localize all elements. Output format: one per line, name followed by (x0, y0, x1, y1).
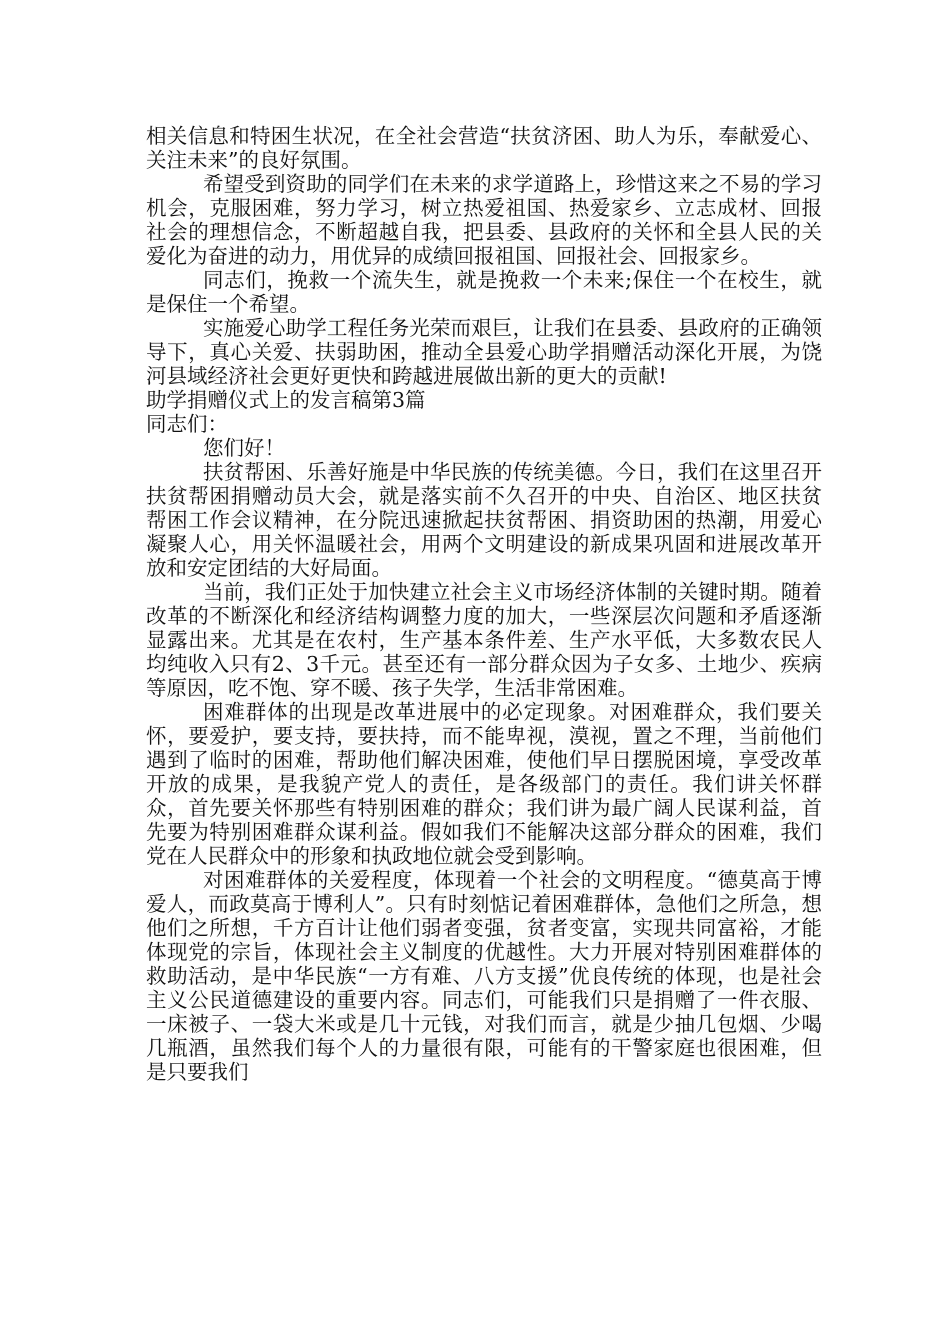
body-paragraph: 扶贫帮困、乐善好施是中华民族的传统美德。今日，我们在这里召开扶贫帮困捐赠动员大会，就是落实前不久召开的中央、自治区、地区扶贫帮困工作会议精神，在分院迅速掀起扶贫帮困、捐资助困的热潮，用爱心凝聚人心，用关怀温暖社会，用两个文明建设的新成果巩固和进展改革开放和安定团结的大好局面。 (146, 460, 822, 580)
body-paragraph: 当前，我们正处于加快建立社会主义市场经济体制的关键时期。随着改革的不断深化和经济结构调整力度的加大，一些深层次问题和矛盾逐渐显露出来。尤其是在农村，生产基本条件差、生产水平低，大多数农民人均纯收入只有2、3千元。甚至还有一部分群众因为子女多、土地少、疾病等原因，吃不饱、穿不暖、孩子失学，生活非常困难。 (146, 580, 822, 700)
body-paragraph: 对困难群体的关爱程度，体现着一个社会的文明程度。“德莫高于博爱人，而政莫高于博利人”。只有时刻惦记着困难群体，急他们之所急，想他们之所想，千方百计让他们弱者变强，贫者变富，实现共同富裕，才能体现党的宗旨，体现社会主义制度的优越性。大力开展对特别困难群体的救助活动，是中华民族“一方有难、八方支援”优良传统的体现，也是社会主义公民道德建设的重要内容。同志们，可能我们只是捐赠了一件衣服、一床被子、一袋大米或是几十元钱，对我们而言，就是少抽几包烟、少喝几瓶酒，虽然我们每个人的力量很有限，可能有的干警家庭也很困难，但是只要我们 (146, 868, 822, 1084)
body-paragraph: 希望受到资助的同学们在未来的求学道路上，珍惜这来之不易的学习机会，克服困难，努力学习，树立热爱祖国、热爱家乡、立志成材、回报社会的理想信念，不断超越自我，把县委、县政府的关怀和全县人民的关爱化为奋进的动力，用优异的成绩回报祖国、回报社会、回报家乡。 (146, 172, 822, 268)
salutation: 同志们： (146, 412, 228, 436)
document-body (146, 124, 822, 1084)
body-paragraph: 困难群体的出现是改革进展中的必定现象。对困难群众，我们要关怀，要爱护，要支持，要扶持，而不能卑视，漠视，置之不理，当前他们遇到了临时的困难，帮助他们解决困难，使他们早日摆脱困境，享受改革开放的成果，是我貌产党人的责任，是各级部门的责任。我们讲关怀群众，首先要关怀那些有特别困难的群众；我们讲为最广阔人民谋利益，首先要为特别困难群众谋利益。假如我们不能解决这部分群众的困难，我们党在人民群众中的形象和执政地位就会受到影响。 (146, 700, 822, 868)
body-paragraph: 相关信息和特困生状况，在全社会营造“扶贫济困、助人为乐，奉献爱心、关注未来”的良好氛围。 (146, 124, 822, 172)
body-paragraph: 同志们，挽救一个流失生，就是挽救一个未来;保住一个在校生，就是保住一个希望。 (146, 268, 822, 316)
body-paragraph: 实施爱心助学工程任务光荣而艰巨，让我们在县委、县政府的正确领导下，真心关爱、扶弱助困，推动全县爱心助学捐赠活动深化开展，为饶河县域经济社会更好更快和跨越进展做出新的更大的贡献! (146, 316, 822, 388)
section-heading: 助学捐赠仪式上的发言稿第3篇 (146, 388, 426, 412)
greeting: 您们好！ (203, 436, 285, 460)
